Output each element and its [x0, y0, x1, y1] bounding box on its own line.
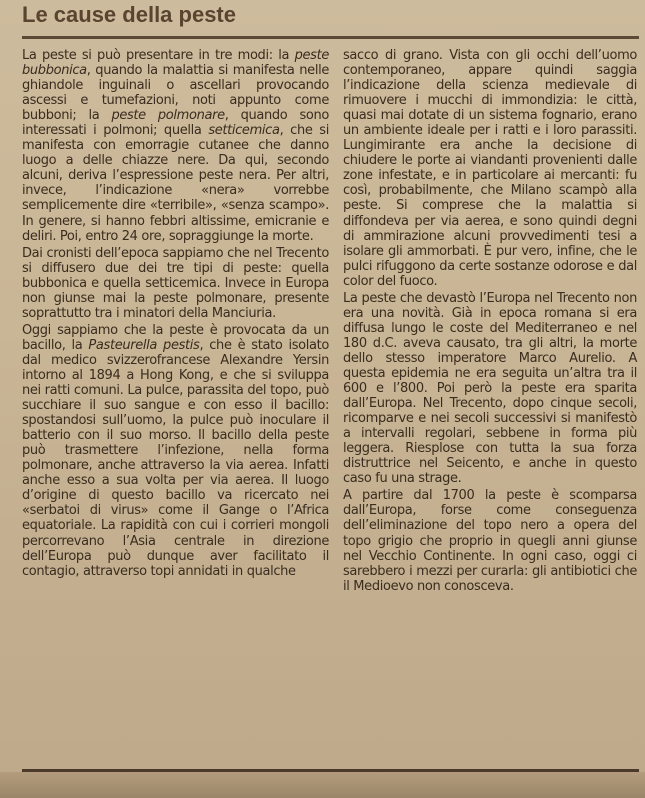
paragraph: Oggi sappiamo che la peste è provocata da un bacillo, la Pasteurella pestis, che è stato isolato dal medico svizzerofrancese Alexandre Yersin intorno al 1894 a Hong Kong, e che si sviluppa nei ratti comuni. La pulce, parassita del topo, può succhiare il suo sangue e con esso il bacillo: spostandosi sull’uomo, la pulce può inoculare il batterio con il suo morso. Il bacillo della peste può trasmettere l’infezione, nella forma polmonare, anche attraverso la via aerea. Infatti anche esso a sua volta per via aerea. Il luogo d’origine di questo bacillo va ricercato nei «serbatoi di virus» come il Gange o l’Africa equatoriale. La rapidità con cui i corrieri mongoli percorrevano l’Asia centrale in direzione dell’Europa può dunque aver facilitato il contagio, attraverso topi annidati in qualche	[22, 322, 329, 579]
right-column	[343, 48, 637, 596]
paragraph: A partire dal 1700 la peste è scomparsa dall’Europa, forse come conseguenza dell’eliminazione del topo nero a opera del topo grigio che proprio in quegli anni giunse nel Vecchio Continente. In ogni caso, oggi ci sarebbero i mezzi per curarla: gli antibiotici che il Medioevo non conosceva.	[343, 488, 637, 594]
left-column	[22, 48, 329, 581]
title-divider	[22, 36, 639, 39]
paragraph: Dai cronisti dell’epoca sappiamo che nel Trecento si diffusero due dei tre tipi di peste: quella bubbonica e quella setticemica. Invece in Europa non giunse mai la peste polmonare, presente soprattutto tra i minatori della Manciuria.	[22, 245, 329, 321]
paragraph: La peste che devastò l’Europa nel Trecento non era una novità. Già in epoca romana si era diffusa lungo le coste del Mediterraneo e nel 180 d.C. aveva causato, tra gli altri, la morte dello stesso imperatore Marco Aurelio. A questa epidemia ne era seguita un’altra tra il 600 e l’800. Poi però la peste era sparita dall’Europa. Nel Trecento, dopo cinque secoli, ricomparve e nei secoli successivi si manifestò a intervalli regolari, sebbene in forma più leggera. Riesplose con tutta la sua forza distruttrice nel Seicento, e anche in questo caso fu una strage.	[343, 290, 637, 487]
section-title: Le cause della peste	[22, 2, 236, 27]
paragraph: sacco di grano. Vista con gli occhi dell’uomo contemporaneo, appare quindi saggia l’indicazione della scienza medievale di rimuovere i mucchi di immondizia: le città, quasi mai dotate di un sistema fognario, erano un ambiente ideale per i ratti e i loro parassiti. Lungimirante era anche la decisione di chiudere le porte ai viandanti provenienti dalle zone infestate, e in particolare ai mercanti: fu così, probabilmente, che Milano scampò alla peste. Si comprese che la malattia si diffondeva per via aerea, e sono quindi degni di ammirazione alcuni provvedimenti tesi a isolare gli ammorbati. È pur vero, infine, che le pulci rifuggono da certe sostanze odorose e dal color del fuoco.	[343, 48, 637, 289]
page-bottom-shadow	[0, 772, 645, 798]
paragraph: La peste si può presentare in tre modi: la peste bubbonica, quando la malattia si manifesta nelle ghiandole inguinali o ascellari provocando ascessi e tumefazioni, noti appunto come bubboni; la peste polmonare, quando sono interessati i polmoni; quella setticemica, che si manifesta con emorragie cutanee che danno luogo a delle chiazze nere. Da qui, secondo alcuni, deriva l’espressione peste nera. Per altri, invece, l’indicazione «nera» vorrebbe semplicemente dire «terribile», «senza scampo». In genere, si hanno febbri altissime, emicranie e deliri. Poi, entro 24 ore, sopraggiunge la morte.	[22, 48, 330, 244]
